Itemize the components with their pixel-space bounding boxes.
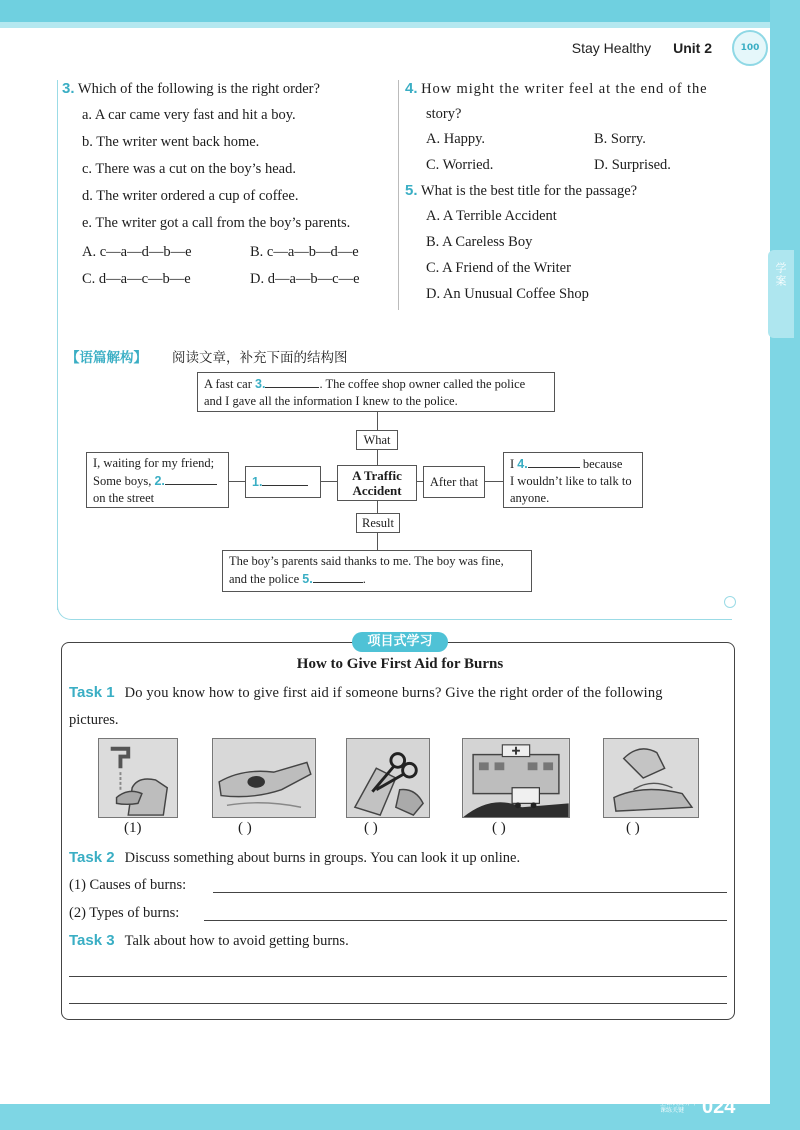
center-line1: A Traffic: [352, 468, 402, 483]
right-box-post: because: [579, 457, 623, 471]
left-box-line1: I, waiting for my friend;: [93, 456, 215, 470]
picture-order-4[interactable]: ( ): [492, 820, 506, 836]
blank-4-number: 4.: [517, 457, 528, 471]
bottom-box-line2-pre: and the police: [229, 572, 303, 586]
project-tag: 项目式学习: [352, 632, 448, 652]
q4-option-a[interactable]: A. Happy.: [426, 131, 486, 147]
connector: [377, 501, 378, 513]
bottom-box-line1: The boy’s parents said thanks to me. The boy was fine,: [229, 554, 504, 568]
what-label: What: [363, 433, 391, 447]
header-topic: Stay Healthy: [571, 40, 652, 56]
connector: [377, 412, 378, 430]
top-decorative-band: [0, 0, 800, 28]
picture-running-water: [98, 738, 178, 818]
side-decorative-band: [770, 0, 800, 1130]
q5-option-d[interactable]: D. An Unusual Coffee Shop: [426, 286, 589, 302]
what-label-box: [356, 430, 398, 450]
blank-4-line[interactable]: [528, 455, 580, 468]
page-number: 024: [702, 1096, 736, 1118]
picture-covering-burn: [603, 738, 699, 818]
task3-answer-line-1[interactable]: [69, 976, 727, 977]
connector: [377, 450, 378, 465]
left-box-line2-pre: Some boys,: [93, 474, 155, 488]
picture-order-5[interactable]: ( ): [626, 820, 640, 836]
blank-2-line[interactable]: [165, 472, 217, 485]
left-margin-bar: [57, 80, 58, 610]
section-border-curve: [57, 570, 732, 620]
connector: [229, 481, 245, 482]
structure-instruction: 阅读文章，补充下面的结构图: [172, 350, 348, 366]
blank-1-line[interactable]: [262, 473, 308, 486]
task1-line2: pictures.: [69, 712, 119, 728]
blank-1-box: [245, 466, 321, 498]
structure-top-box: [197, 372, 555, 412]
q4-option-d[interactable]: D. Surprised.: [594, 157, 671, 173]
running-water-icon: [99, 739, 177, 817]
q3-event-d: d. The writer ordered a cup of coffee.: [82, 188, 299, 204]
blank-1-number: 1.: [252, 475, 263, 489]
types-answer-line[interactable]: [204, 920, 727, 921]
task2-text: Discuss something about burns in groups. You can look it up online.: [124, 850, 521, 866]
q5-option-a[interactable]: A. A Terrible Accident: [426, 208, 557, 224]
right-box-line3: anyone.: [510, 491, 550, 505]
picture-order-3[interactable]: ( ): [364, 820, 378, 836]
burned-hand-icon: [213, 739, 315, 817]
task3-answer-line-2[interactable]: [69, 1003, 727, 1004]
task1-text: Do you know how to give first aid if someone burns? Give the right order of the following: [124, 685, 663, 701]
result-label-box: [356, 513, 400, 533]
causes-label: (1) Causes of burns:: [69, 877, 187, 893]
blank-5-number: 5.: [302, 572, 313, 586]
section-border-end: [724, 596, 736, 608]
picture-hospital: [462, 738, 570, 818]
q5-stem-text: What is the best title for the passage?: [420, 183, 638, 199]
blank-2-number: 2.: [154, 474, 165, 488]
causes-answer-line[interactable]: [213, 892, 727, 893]
structure-section-label: 【语篇解构】: [66, 350, 147, 366]
picture-cutting-clothes: [346, 738, 430, 818]
q4-option-c[interactable]: C. Worried.: [426, 157, 494, 173]
q3-stem: [62, 80, 320, 98]
q3-option-a[interactable]: A. c—a—d—b—e: [82, 244, 192, 260]
after-label: After that: [429, 475, 479, 489]
after-label-box: [423, 466, 485, 498]
q3-option-c[interactable]: C. d—a—c—b—e: [82, 271, 191, 287]
bandage-icon: [604, 739, 698, 817]
connector: [377, 533, 378, 550]
types-label: (2) Types of burns:: [69, 905, 180, 921]
picture-burned-hand: [212, 738, 316, 818]
q4-stem-text: How might the writer feel at the end of the: [421, 81, 708, 97]
q4-stem: [405, 80, 707, 98]
q4-stem-line2: story?: [426, 106, 462, 122]
task1-line: [69, 684, 663, 702]
hospital-icon: [463, 739, 569, 817]
blank-3-number: 3.: [255, 377, 266, 391]
top-box-pre: A fast car: [204, 377, 256, 391]
q3-option-b[interactable]: B. c—a—b—d—e: [250, 244, 359, 260]
page-header: [572, 40, 712, 56]
right-box-line2: I wouldn’t like to talk to: [510, 474, 632, 488]
picture-order-2[interactable]: ( ): [238, 820, 252, 836]
brand-logo: [732, 30, 768, 66]
header-unit: Unit 2: [673, 40, 712, 56]
structure-left-box: [86, 452, 229, 508]
brand-logo-text: 100: [740, 43, 760, 53]
q3-number: 3.: [62, 80, 75, 97]
right-box-pre: I: [510, 457, 518, 471]
top-box-post: . The coffee shop owner called the police: [319, 377, 526, 391]
task2-line: [69, 849, 520, 867]
q4-number: 4.: [405, 80, 418, 97]
q3-event-e: e. The writer got a call from the boy’s parents.: [82, 215, 351, 231]
task3-line: [69, 932, 349, 950]
q5-option-c[interactable]: C. A Friend of the Writer: [426, 260, 571, 276]
q4-option-b[interactable]: B. Sorry.: [594, 131, 646, 147]
blank-3-line[interactable]: [265, 375, 319, 388]
left-box-line3: on the street: [93, 491, 155, 505]
scissors-icon: [347, 739, 429, 817]
q3-event-a: a. A car came very fast and hit a boy.: [82, 107, 296, 123]
column-divider: [398, 80, 399, 310]
project-title: How to Give First Aid for Burns: [296, 656, 504, 672]
connector: [485, 481, 503, 482]
bottom-box-line2-post: .: [362, 572, 366, 586]
structure-right-box: [503, 452, 643, 508]
top-box-line2: and I gave all the information I knew to the police.: [204, 394, 458, 408]
q3-option-d[interactable]: D. d—a—b—c—e: [250, 271, 360, 287]
q5-stem: [405, 182, 637, 200]
task1-label: Task 1: [69, 684, 115, 701]
task2-label: Task 2: [69, 849, 115, 866]
q5-option-b[interactable]: B. A Careless Boy: [426, 234, 533, 250]
picture-order-1: (1): [124, 820, 142, 836]
footer-note: 上课认真听 下课练关键: [660, 1100, 698, 1114]
q5-number: 5.: [405, 182, 418, 199]
q3-stem-text: Which of the following is the right order?: [77, 81, 320, 97]
q3-event-c: c. There was a cut on the boy’s head.: [82, 161, 296, 177]
result-label: Result: [362, 516, 394, 530]
center-line2: Accident: [352, 483, 402, 498]
task3-text: Talk about how to avoid getting burns.: [124, 933, 349, 949]
q3-event-b: b. The writer went back home.: [82, 134, 260, 150]
side-tab-label: 学案: [774, 262, 787, 288]
connector: [321, 481, 337, 482]
center-topic-box: [337, 465, 417, 501]
task3-label: Task 3: [69, 932, 115, 949]
